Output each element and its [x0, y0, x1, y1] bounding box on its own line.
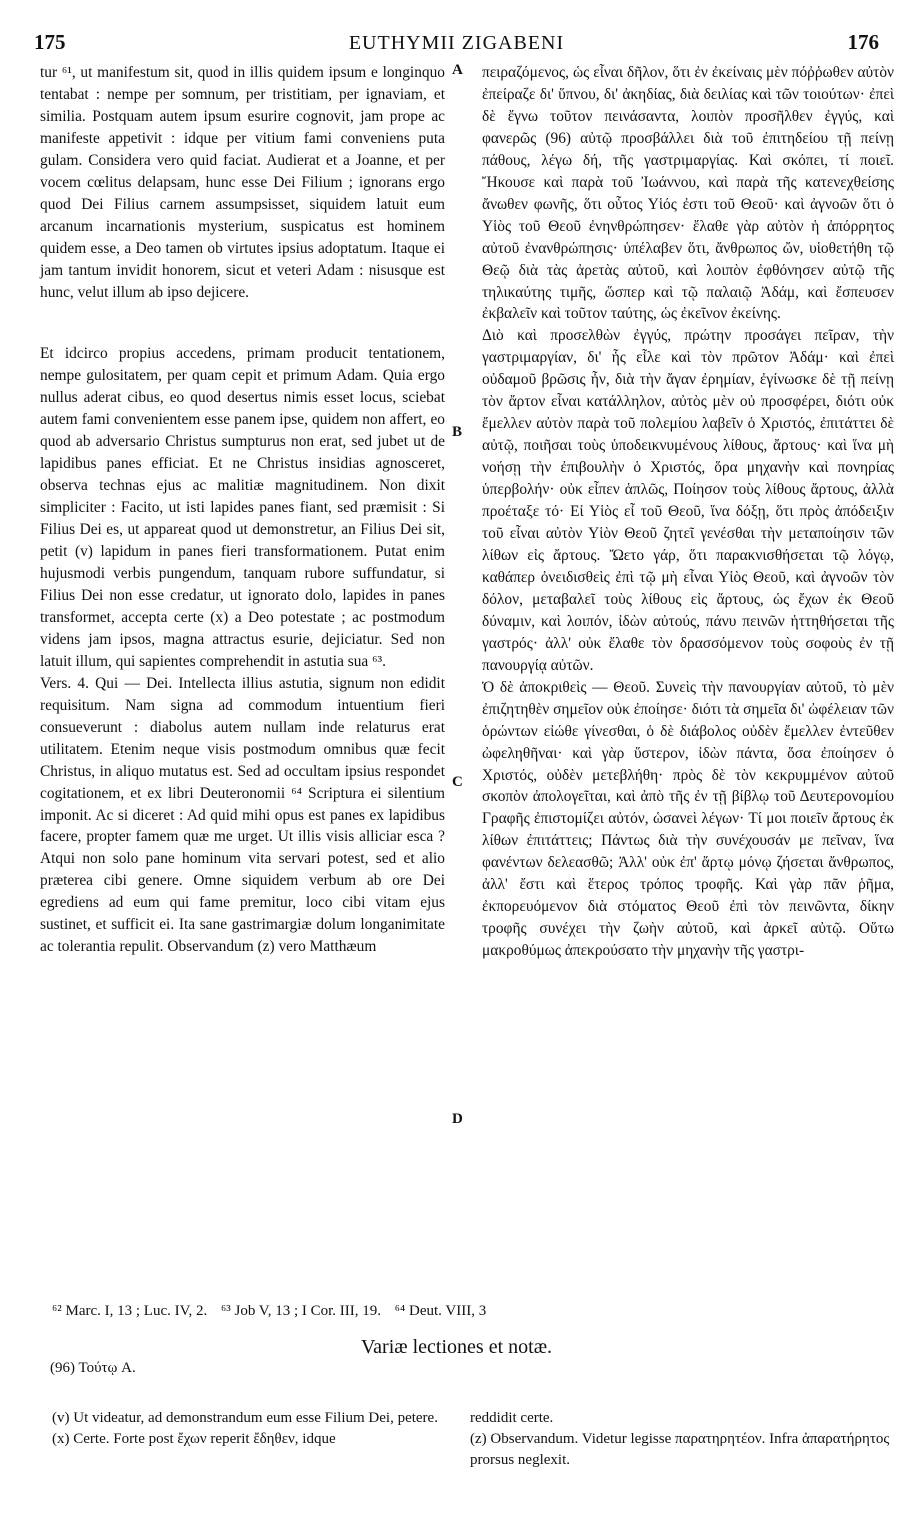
- page-header: [34, 30, 879, 58]
- margin-marker-d: D: [452, 1111, 463, 1127]
- latin-paragraph-3: Vers. 4. Qui — Dei. Intellecta illius astutia, signum non edidit requisitum. Nam signa ad commodum intuentium fieri consueverunt : diabolus autem nullam inde relaturus erat utilitatem. Etenim neque visis postmodum omnibus quæ fecit Christus, in aliquo mutatus est. Sed ad occultam ipsius respondet cogitationem, et ex libri Deuteronomii ⁶⁴ Scriptura ei silentium imponit. Ac si diceret : Ad quid mihi opus est panes ex lapidibus facere, propter famem quæ me urget. Ut illis visis alliciar esca ? Atqui non solo pane hominum vita servari potest, sed et alio præterea cibi genere. Omne siquidem verbum ab ore Dei egrediens ad eum qui fame premitur, loco cibi vitam ejus sustinet, et sufficit ei. Ita sane gastrimargiæ dolum longanimitate ac tolerantia repulit. Observandum (z) vero Matthæum: [40, 674, 445, 956]
- running-title: EUTHYMII ZIGABENI: [348, 32, 565, 54]
- variant-note-z: (z) Observandum. Videtur legisse παρατηρητέον. Infra ἀπαρατήρητος prorsus neglexit.: [470, 1431, 890, 1468]
- variae-title: Variæ lectiones et notæ.: [360, 1336, 553, 1358]
- variae-notes-right: [470, 1408, 890, 1471]
- footnote-63: ⁶³ Job V, 13 ; I Cor. III, 19.: [221, 1303, 382, 1319]
- variant-note-x-continued: reddidit certe.: [470, 1410, 554, 1426]
- margin-marker-c: C: [452, 774, 463, 790]
- variant-96: (96) Τούτῳ A.: [50, 1360, 136, 1376]
- variant-note-x: (x) Certe. Forte post ἔχων reperit ἔδηθεν, idque: [52, 1431, 336, 1447]
- margin-marker-a: A: [452, 62, 463, 78]
- greek-column: [482, 62, 894, 962]
- latin-column: [40, 62, 445, 958]
- page-number-right: 176: [847, 30, 879, 54]
- latin-paragraph-2: Et idcirco propius accedens, primam producit tentationem, nempe gulositatem, per quam cepit et primum Adam. Quia ergo nullus aderat cibus, eo quod desertus nimis esset locus, sciebat autem fami convenientem esse panem ipse, quidem non affert, eo quod ab adversario Christus sumpturus non erat, sed jubet ut de lapidibus panes efficiat. Et ne Christus insidias agnosceret, observa technas ejus ac malitiæ magnitudinem. Non dixit simpliciter : Facito, ut isti lapides panes fiant, sed præmisit : Si Filius Dei es, ut appareat quod ut demonstretur, an Filius Dei sit, petit (v) lapidum in panes fieri transformationem. Putat enim hujusmodi verbis pungendum, tanquam rubore suffundatur, si Filius Dei non esse credatur, ut ignorato dolo, lapides in panes transformet, accepta certe (x) a Deo potestate ; ac postmodum videns jam ipsos, magna attractus esurie, dejiciatur. Sed non latuit illum, qui sapientes comprehendit in astutia sua ⁶³.: [40, 345, 445, 670]
- variae-notes-left: [52, 1408, 442, 1450]
- greek-paragraph-3: Ὁ δὲ ἀποκριθεὶς — Θεοῦ. Συνεὶς τὴν πανουργίαν αὐτοῦ, τὸ μὲν ἐπιζητηθὲν σημεῖον οὐκ ἐποίησε· διότι τὰ σημεῖα δι' ὠφέλειαν τῶν ὁρώντων εἰώθε γίνεσθαι, ὁ δὲ διάβολος οὐδὲν ἔμελλεν ἐντεῦθεν ὠφεληθῆναι· καὶ γὰρ ὕστερον, ἰδὼν πάντα, ὅσα ἐποίησεν ὁ Χριστός, οὐδὲν μετεβλήθη· πρὸς δὲ τὸν κεκρυμμένον αὐτοῦ σκοπὸν ἀπολογεῖται, καὶ ἀπὸ τῆς ἐν τῇ βίβλῳ τοῦ Δευτερονομίου Γραφῆς ἐπιστομίζει αὐτόν, ὡσανεὶ λέγων· Τί μοι ποιεῖν ἄρτους ἐκ λίθων ἐπιτάττεις; Πάντως διὰ τὴν συνέχουσάν με πεῖναν, ἵνα φανέντων δελεασθῶ; Ἀλλ' οὐκ ἐπ' ἄρτῳ μόνῳ ζήσεται ἄνθρωπος, ἀλλ' ἔστι καὶ ἕτερος τρόπος τροφῆς. Καὶ γὰρ πᾶν ῥῆμα, ἐκπορευόμενον διὰ στόματος Θεοῦ ἐπὶ τὸν πεινῶντα, δίκην τροφῆς συνέχει τὴν ζωὴν αὐτοῦ, καὶ ἀρκεῖ αὐτῷ. Οὕτω μακροθύμως ἀπεκρούσατο τὴν μηχανὴν τῆς γαστρι-: [482, 678, 894, 960]
- page-number-left: 175: [34, 30, 66, 54]
- greek-paragraph-1: πειραζόμενος, ὡς εἶναι δῆλον, ὅτι ἐν ἐκείναις μὲν πόῤῥωθεν αὐτὸν ἐπείραζε δι' ὕπνου, δι' ἀκηδίας, διὰ δειλίας καὶ τῶν τοιούτων· ἐπεὶ δὲ ἔγνω τοῦτον πεινάσαντα, λοιπὸν προσῆλθεν ἐγγύς, καὶ φανερῶς (96) αὐτῷ προσβάλλει διὰ τοῦ ἐπιτηδείου τῇ πείνῃ πάθους, λέγω δή, τῆς γαστριμαργίας. Καὶ σκόπει, τί ποιεῖ. Ἤκουσε καὶ παρὰ τοῦ Ἰωάννου, καὶ παρὰ τῆς κατενεχθείσης ἄνωθεν φωνῆς, ὅτι οὗτος Υἱός ἐστι τοῦ Θεοῦ· καὶ ἀγνοῶν ὅτι ὁ Υἱὸς τοῦ Θεοῦ ἐνηνθρώπησεν· ἔλαθε γὰρ αὐτὸν ἡ ἀπόρρητος αὐτοῦ ἐνανθρώπησις· ὑπέλαβεν ὅτι, ἄνθρωπος ὤν, υἱοθετήθη τῷ Θεῷ διὰ τὰς ἀρετὰς αὐτοῦ, καὶ λοιπὸν ἐφθόνησεν αὐτῷ τῆς τηλικαύτης τιμῆς, ὥσπερ καὶ τῷ παλαιῷ Ἀδάμ, καὶ ἔσπευσεν ἐκβαλεῖν καὶ τοῦτον ταύτης, ὡς ἐκεῖνον ἐκείνης.: [482, 64, 894, 323]
- footnote-62: ⁶² Marc. I, 13 ; Luc. IV, 2.: [52, 1303, 208, 1319]
- margin-marker-b: B: [452, 424, 463, 440]
- footnotes: [52, 1303, 496, 1320]
- footnote-64: ⁶⁴ Deut. VIII, 3: [394, 1303, 487, 1319]
- variant-note-v: (v) Ut videatur, ad demonstrandum eum esse Filium Dei, petere.: [52, 1410, 438, 1426]
- latin-paragraph-1: tur ⁶¹, ut manifestum sit, quod in illis quidem ipsum e longinquo tentabat : nempe per somnum, per tristitiam, per ignaviam, et similia. Postquam autem ipsum esurire cognovit, jam prope ac manifeste appetivit : idque per vitium fami conveniens puta gulam. Considera vero quid faciat. Audierat et a Joanne, et per vocem cœlitus delapsam, hunc esse Dei Filium ; ignorans ergo quod Dei Filius carnem assumpsisset, siquidem latuit eum arcanum incarnationis mysterium, suspicatus est hominem quidem esse, a Deo tamen ob virtutes ipsius adoptatum. Itaque ei jam tantum invidit honorem, sicut et veteri Adam : nisusque est hunc, velut illum ab ipso dejicere.: [40, 64, 445, 301]
- greek-paragraph-2: Διὸ καὶ προσελθὼν ἐγγύς, πρώτην προσάγει πεῖραν, τὴν γαστριμαργίαν, δι' ἧς εἷλε καὶ τὸν πρῶτον Ἀδάμ· καὶ ἐπεὶ οὐδαμοῦ βρῶσις ἦν, διὰ τὴν ἄγαν ἐρημίαν, ἐγίνωσκε δὲ τῇ πείνῃ τὸν ἄρτον εἶναι κατάλληλον, αὐτὸς μὲν οὐ προσφέρει, διότι οὐκ ἔμελλεν αὐτὸν παρὰ τοῦ πολεμίου λαβεῖν ὁ Χριστός, ἐπιτάττει δὲ αὐτῷ, ποιῆσαι τοὺς ὑποδεικνυμένους λίθους, ἄρτους· καὶ ἵνα μὴ νοήσῃ τὴν ἐπιβουλὴν ὁ Χριστός, ὅρα μηχανὴν καὶ πονηρίας ὑπερβολήν· οὐκ εἶπεν ἁπλῶς, Ποίησον τοὺς λίθους ἄρτους, ἀλλὰ προέταξε τό· Εἰ Υἱὸς εἶ τοῦ Θεοῦ, ἵνα δόξῃ, ὅτι πρὸς ἀπόδειξιν τοῦ εἶναι αὐτὸν Υἱὸν Θεοῦ ζητεῖ γενέσθαι τὴν μεταποίησιν τῶν λίθων εἰς ἄρτους. Ὤετο γάρ, ὅτι παρακνισθήσεται τῷ λόγῳ, καθάπερ ὀνειδισθεὶς ἐπὶ τῷ μὴ εἶναι Υἱὸς Θεοῦ, καὶ ἀγνοῶν τὸν δόλον, μεταβαλεῖ τοὺς λίθους εἰς ἄρτους, ὡς ἔχων ἐκ Θεοῦ δύναμιν, καὶ λοιπόν, ἰδὼν αὐτούς, πάνυ πεινῶν ἡττηθήσεται τῆς γαστρός· ἀλλ' οὐκ ἔλαθε τὸν δρασσόμενον τοὺς σοφοὺς ἐν τῇ πανουργίᾳ αὐτῶν.: [482, 327, 894, 674]
